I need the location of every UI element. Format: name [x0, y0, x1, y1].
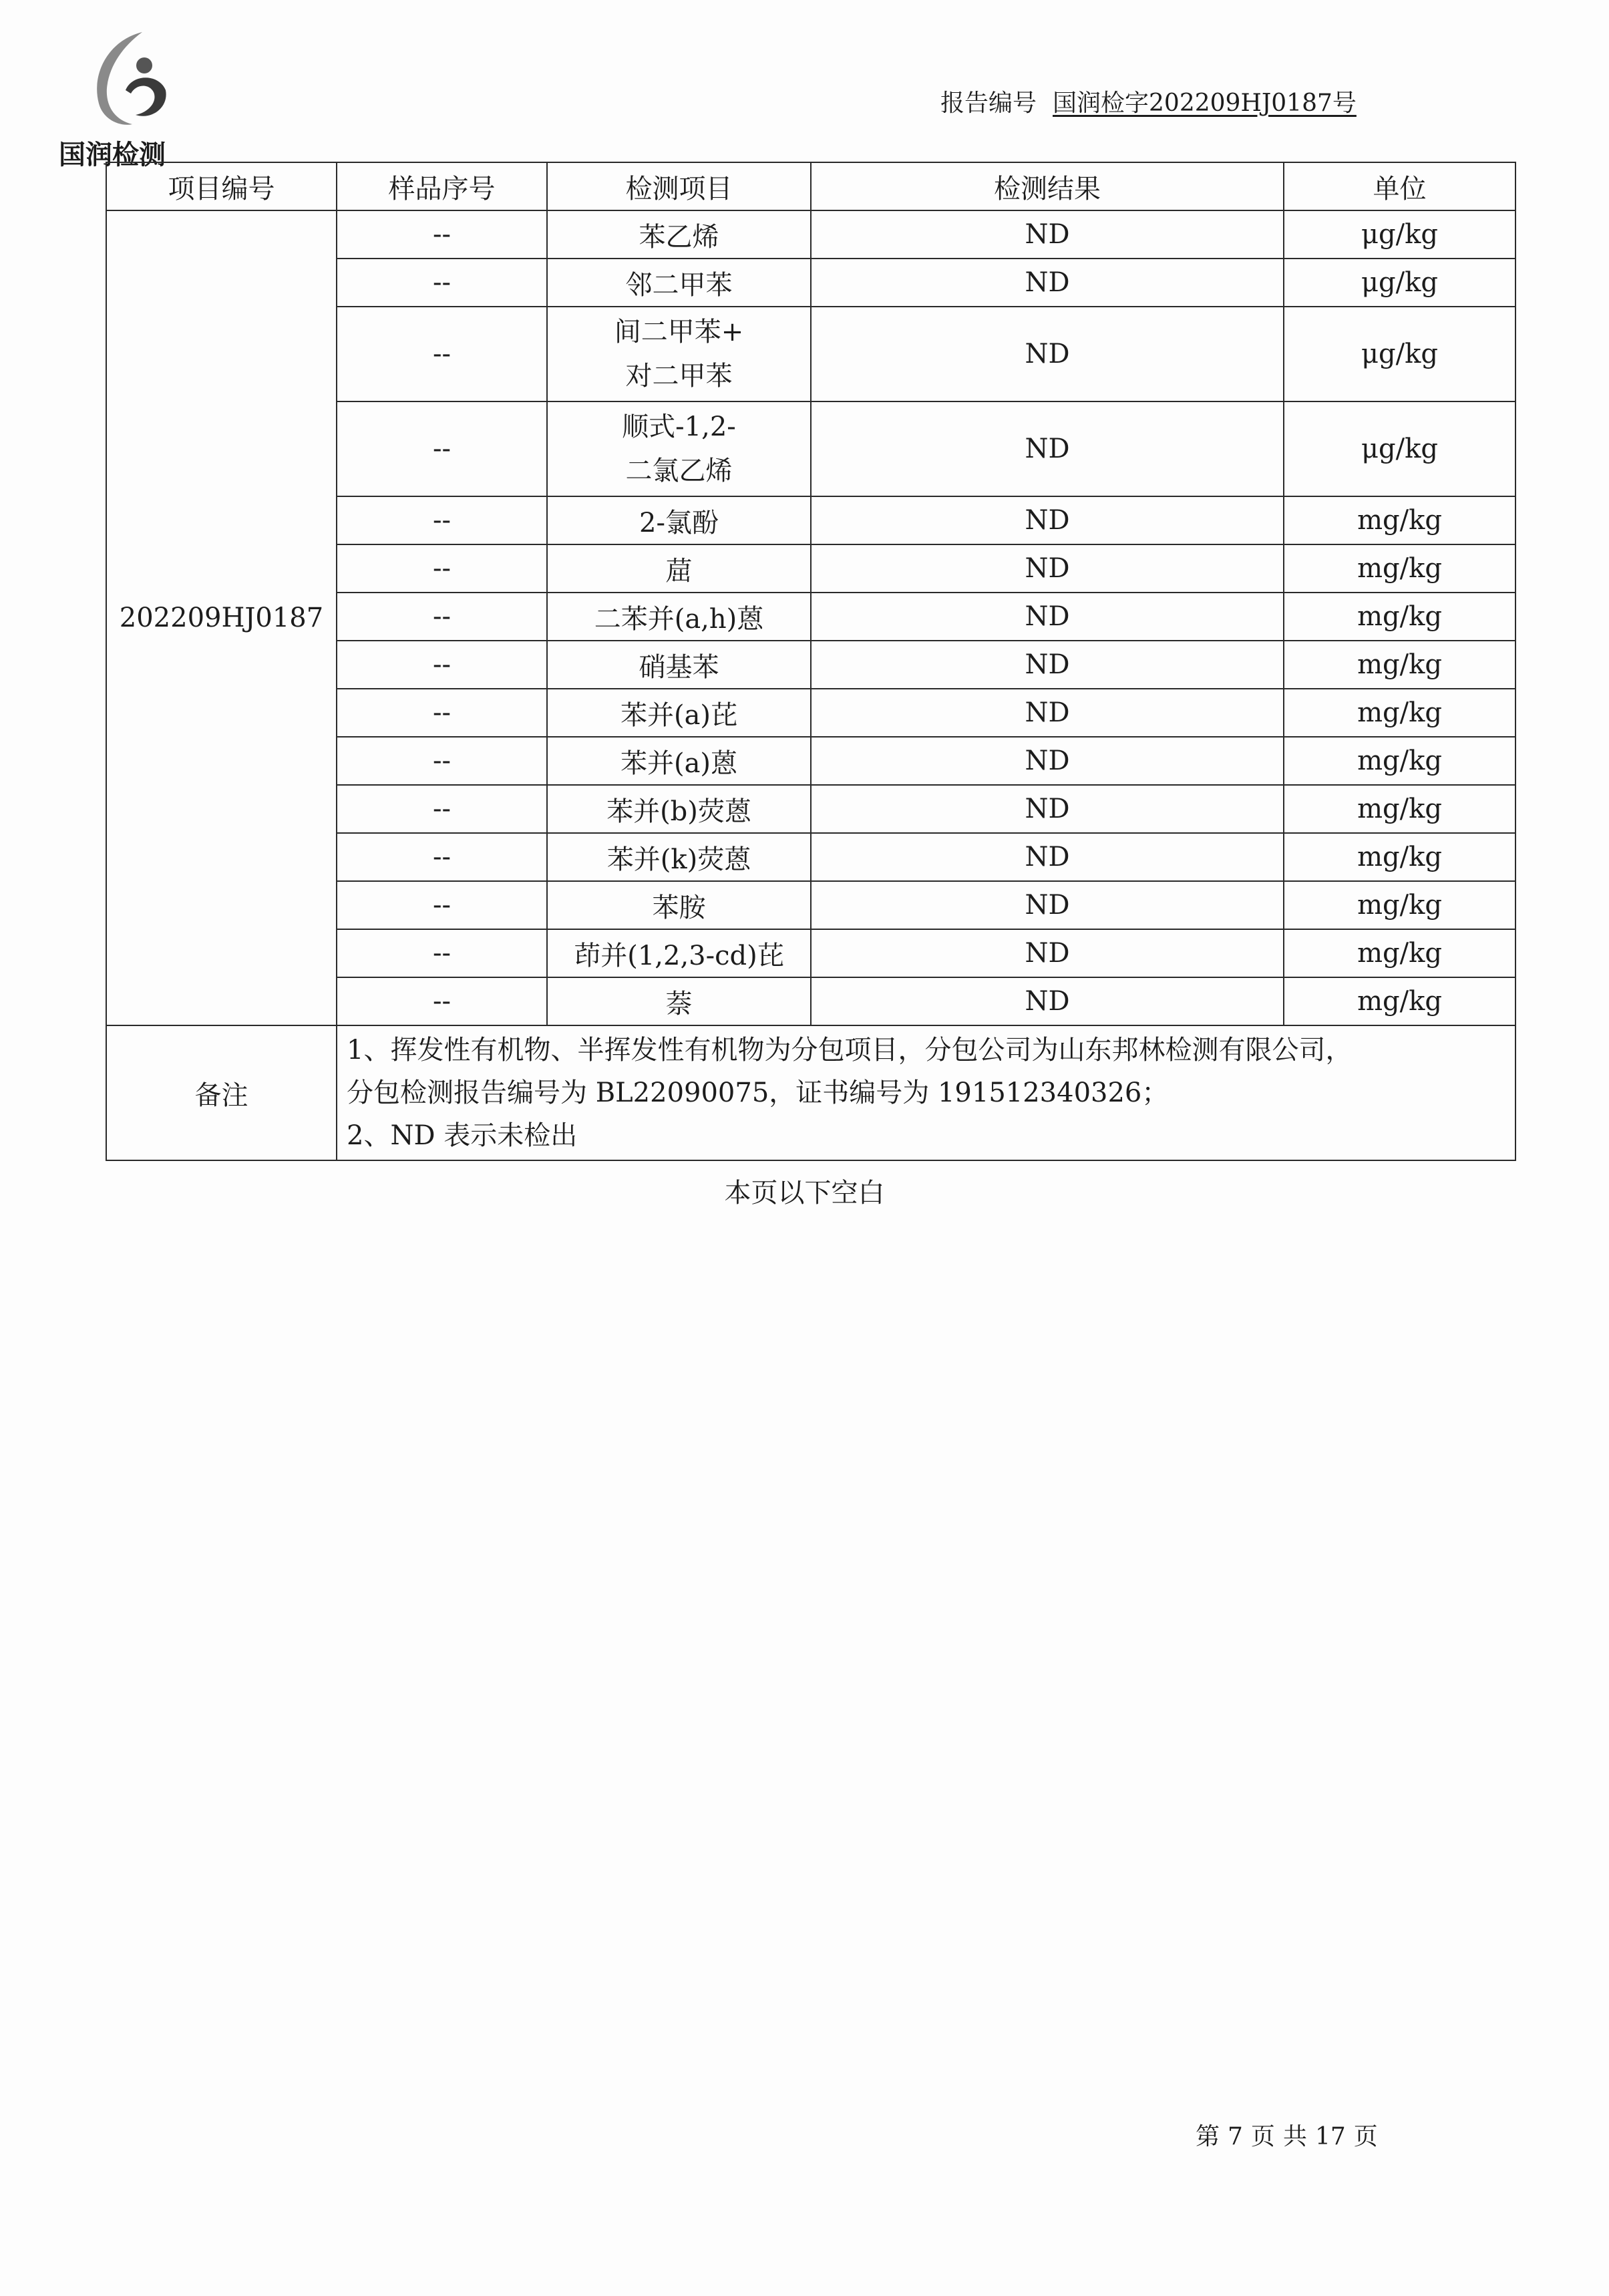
sample-cell: --: [337, 929, 547, 977]
unit-cell: mg/kg: [1284, 544, 1515, 593]
unit-cell: μg/kg: [1284, 307, 1515, 401]
column-header: 检测项目: [547, 162, 811, 210]
item-cell: 二苯并(a,h)蒽: [547, 593, 811, 641]
result-cell: ND: [811, 977, 1284, 1025]
unit-cell: mg/kg: [1284, 929, 1515, 977]
sample-cell: --: [337, 496, 547, 544]
result-cell: ND: [811, 689, 1284, 737]
item-cell: 茚并(1,2,3-cd)芘: [547, 929, 811, 977]
logo-text: 国润检测: [59, 140, 166, 170]
report-number-value: 国润检字202209HJ0187号: [1053, 90, 1357, 117]
sample-cell: --: [337, 641, 547, 689]
unit-cell: μg/kg: [1284, 259, 1515, 307]
table-row: [106, 210, 1515, 259]
table-header-row: [106, 162, 1515, 210]
item-cell: 苯乙烯: [547, 210, 811, 259]
footer-prefix: 第: [1196, 2123, 1220, 2150]
column-header: 单位: [1284, 162, 1515, 210]
unit-cell: μg/kg: [1284, 401, 1515, 496]
sample-cell: --: [337, 210, 547, 259]
notes-content: [337, 1025, 1515, 1160]
unit-cell: mg/kg: [1284, 689, 1515, 737]
note-line: 2、ND 表示未检出: [347, 1120, 578, 1151]
item-cell: 萘: [547, 977, 811, 1025]
unit-cell: mg/kg: [1284, 593, 1515, 641]
item-cell: 邻二甲苯: [547, 259, 811, 307]
total-pages: 17: [1314, 2123, 1346, 2150]
result-cell: ND: [811, 833, 1284, 881]
item-cell: 䓛: [547, 544, 811, 593]
column-header: 项目编号: [106, 162, 337, 210]
result-cell: ND: [811, 401, 1284, 496]
unit-cell: mg/kg: [1284, 833, 1515, 881]
sample-cell: --: [337, 689, 547, 737]
footer-page-word: 页: [1250, 2123, 1275, 2150]
sample-cell: --: [337, 307, 547, 401]
item-line: 对二甲苯: [625, 361, 733, 391]
project-number-cell: 202209HJ0187: [106, 210, 337, 1025]
note-line: 1、挥发性有机物、半挥发性有机物为分包项目，分包公司为山东邦林检测有限公司，: [347, 1035, 1353, 1065]
results-section: [106, 162, 1515, 1161]
results-table: [106, 162, 1516, 1161]
sample-cell: --: [337, 881, 547, 929]
result-cell: ND: [811, 307, 1284, 401]
item-cell: 硝基苯: [547, 641, 811, 689]
item-cell: [547, 307, 811, 401]
unit-cell: μg/kg: [1284, 210, 1515, 259]
result-cell: ND: [811, 737, 1284, 785]
report-number: [940, 84, 1357, 118]
item-cell: 苯并(a)芘: [547, 689, 811, 737]
sample-cell: --: [337, 785, 547, 833]
blank-page-note: 本页以下空白: [724, 1178, 885, 1208]
item-cell: [547, 401, 811, 496]
unit-cell: mg/kg: [1284, 737, 1515, 785]
unit-cell: mg/kg: [1284, 977, 1515, 1025]
sample-cell: --: [337, 259, 547, 307]
footer-total-word: 共: [1282, 2123, 1307, 2150]
item-line: 顺式-1,2-: [622, 412, 736, 442]
result-cell: ND: [811, 210, 1284, 259]
result-cell: ND: [811, 881, 1284, 929]
sample-cell: --: [337, 544, 547, 593]
notes-row: [106, 1025, 1515, 1160]
report-number-label: 报告编号: [940, 90, 1037, 117]
column-header: 样品序号: [337, 162, 547, 210]
item-line: 间二甲苯+: [614, 317, 744, 347]
item-cell: 苯并(b)荧蒽: [547, 785, 811, 833]
page-footer: [1196, 2118, 1386, 2152]
logo-mark-icon: [79, 27, 179, 134]
footer-suffix: 页: [1353, 2123, 1378, 2150]
item-cell: 苯胺: [547, 881, 811, 929]
unit-cell: mg/kg: [1284, 496, 1515, 544]
sample-cell: --: [337, 977, 547, 1025]
unit-cell: mg/kg: [1284, 785, 1515, 833]
result-cell: ND: [811, 544, 1284, 593]
result-cell: ND: [811, 641, 1284, 689]
sample-cell: --: [337, 401, 547, 496]
item-cell: 苯并(k)荧蒽: [547, 833, 811, 881]
result-cell: ND: [811, 496, 1284, 544]
company-logo: [59, 27, 186, 170]
result-cell: ND: [811, 785, 1284, 833]
sample-cell: --: [337, 737, 547, 785]
item-cell: 苯并(a)蒽: [547, 737, 811, 785]
result-cell: ND: [811, 929, 1284, 977]
result-cell: ND: [811, 259, 1284, 307]
unit-cell: mg/kg: [1284, 881, 1515, 929]
page-number: 7: [1228, 2123, 1243, 2150]
result-cell: ND: [811, 593, 1284, 641]
unit-cell: mg/kg: [1284, 641, 1515, 689]
note-line: 分包检测报告编号为 BL22090075，证书编号为 191512340326；: [347, 1078, 1169, 1108]
sample-cell: --: [337, 833, 547, 881]
item-line: 二氯乙烯: [625, 456, 733, 486]
item-cell: 2-氯酚: [547, 496, 811, 544]
column-header: 检测结果: [811, 162, 1284, 210]
notes-label: 备注: [106, 1025, 337, 1160]
sample-cell: --: [337, 593, 547, 641]
